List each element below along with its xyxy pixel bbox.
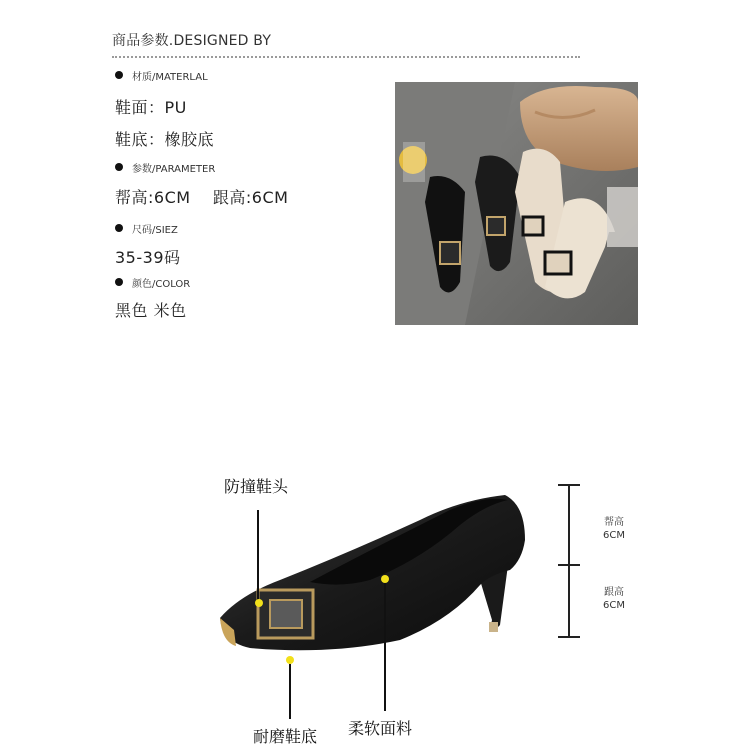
spec-label-size: 尺码/SIEZ (132, 225, 178, 236)
bullet-icon (115, 278, 123, 286)
callout-toe-dot-icon (255, 599, 263, 607)
heel-height-measure (596, 586, 632, 612)
upper-height-label: 帮高 (604, 517, 624, 528)
bullet-icon (115, 71, 123, 79)
measure-mid-tick (558, 564, 580, 566)
callout-toe-label: 防撞鞋头 (224, 477, 289, 496)
callout-sole-dot-icon (286, 656, 294, 664)
spec-label-material: 材质/MATERLAL (132, 72, 208, 83)
dotted-divider (112, 56, 580, 58)
product-photo (395, 82, 638, 325)
callout-toe-line (257, 510, 259, 602)
spec-value-size: 35-39码 (115, 248, 181, 267)
bullet-icon (115, 163, 123, 171)
upper-height-value: 6CM (603, 530, 625, 541)
callout-sole-label: 耐磨鞋底 (253, 727, 318, 746)
measure-vertical-line (568, 484, 570, 638)
spec-value-heights: 帮高:6CM 跟高:6CM (115, 188, 289, 207)
spec-value-color: 黑色 米色 (115, 301, 187, 320)
spec-label-parameter: 参数/PARAMETER (132, 164, 216, 175)
upper-height-measure (596, 516, 632, 542)
callout-sole-line (289, 664, 291, 719)
spec-value-upper: 鞋面：PU (115, 98, 187, 117)
callout-upper-line (384, 583, 386, 711)
bullet-icon (115, 224, 123, 232)
heel-height-label: 跟高 (604, 587, 624, 598)
section-title: 商品参数.DESIGNED BY (112, 33, 272, 49)
spec-label-color: 颜色/COLOR (132, 279, 191, 290)
measure-bottom-tick (558, 636, 580, 638)
callout-upper-label: 柔软面料 (348, 719, 413, 738)
spec-value-sole: 鞋底：橡胶底 (115, 130, 215, 149)
heel-height-value: 6CM (603, 600, 625, 611)
callout-upper-dot-icon (381, 575, 389, 583)
